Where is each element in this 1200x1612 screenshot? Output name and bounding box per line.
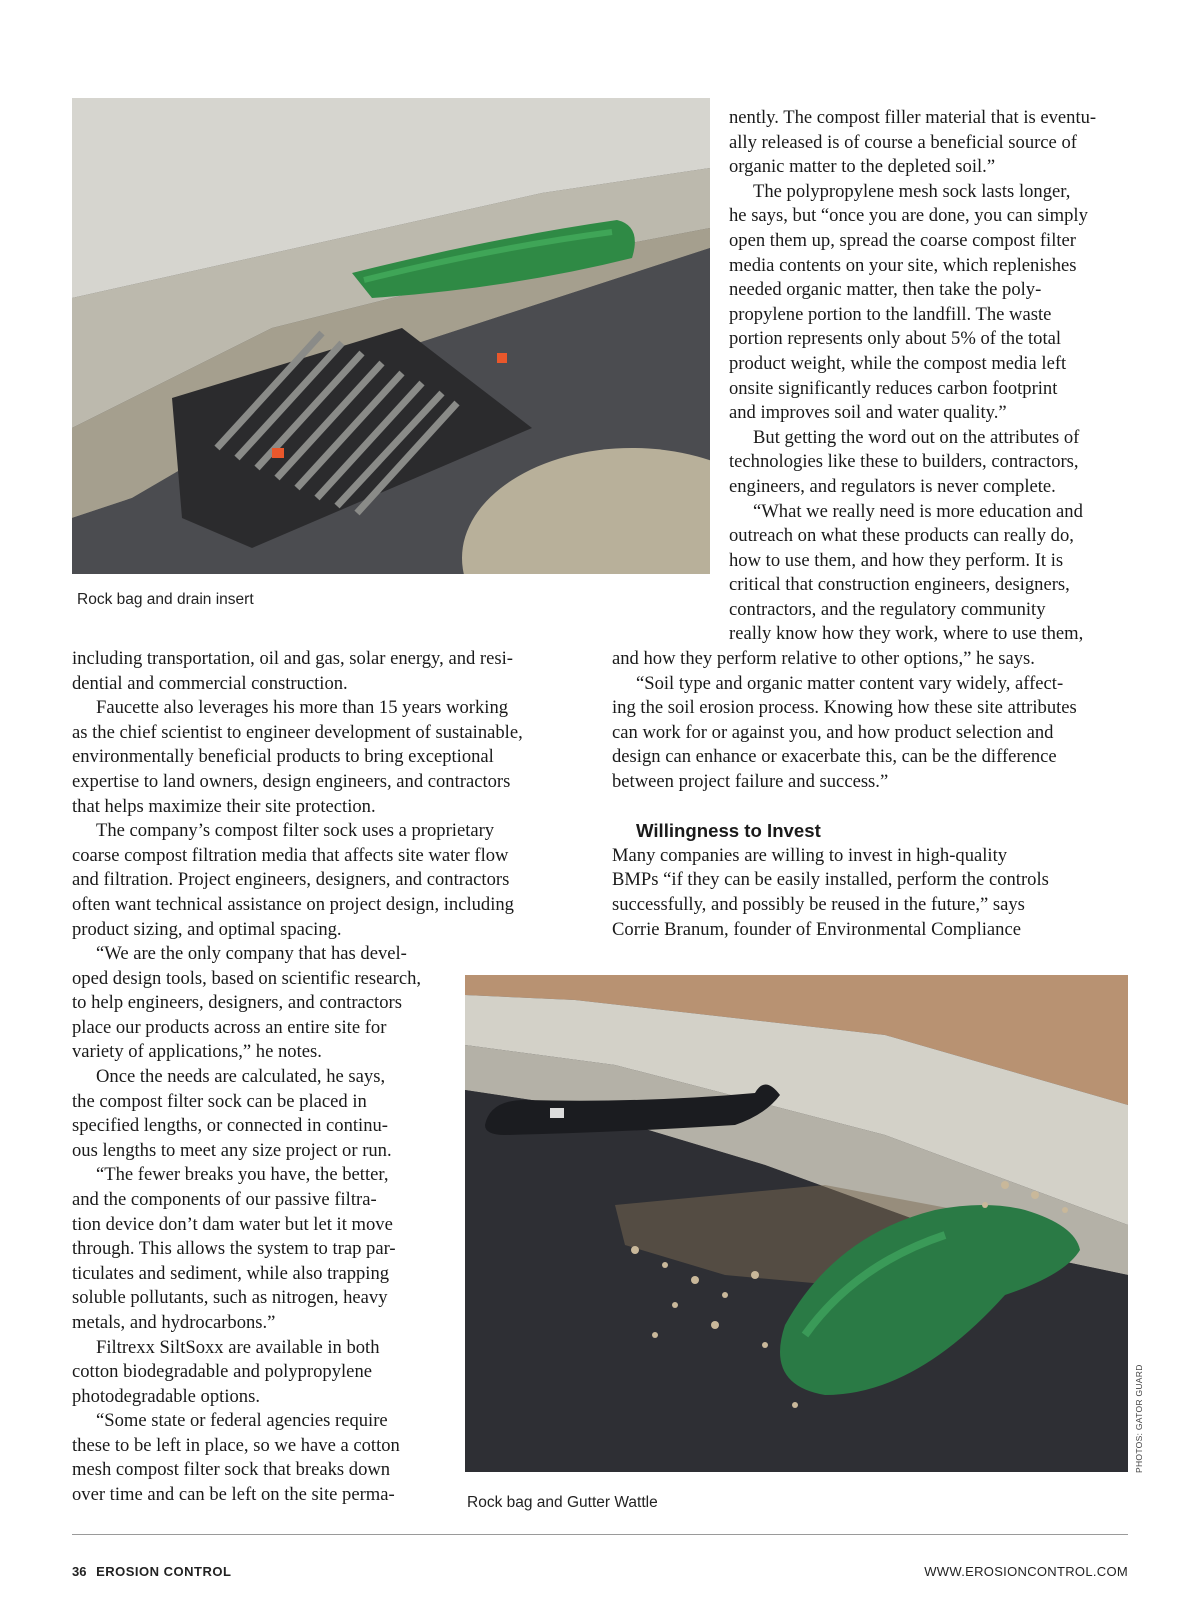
text-line: these to be left in place, so we have a cotton [72,1434,400,1456]
text-line: over time and can be left on the site perma- [72,1484,395,1506]
text-line: that helps maximize their site protection. [72,795,376,817]
text-line: onsite significantly reduces carbon footprint [729,377,1058,399]
text-line: product weight, while the compost media left [729,352,1067,374]
text-line: product sizing, and optimal spacing. [72,918,342,940]
text-line: nently. The compost filler material that is eventu- [729,107,1097,128]
text-line: place our products across an entire site for [72,1016,387,1038]
text-line: variety of applications,” he notes. [72,1041,322,1063]
text-line: Once the needs are calculated, he says, [96,1065,386,1087]
text-line: “We are the only company that has devel- [96,943,407,964]
text-line: The polypropylene mesh sock lasts longer, [753,180,1071,202]
text-line: outreach on what these products can really do, [729,525,1074,547]
left-column-wide [72,647,592,942]
text-line: soluble pollutants, such as nitrogen, heavy [72,1287,388,1309]
text-line: portion represents only about 5% of the total [729,328,1062,350]
text-line: and filtration. Project engineers, designers, and contractors [72,869,510,891]
photo-gutter-wattle [465,975,1128,1472]
text-line: including transportation, oil and gas, solar energy, and resi- [72,648,513,669]
text-line: The company’s compost filter sock uses a proprietary [96,820,495,842]
footer-rule [72,1534,1128,1535]
section-heading: Willingness to Invest [636,820,821,842]
text-line: metals, and hydrocarbons.” [72,1311,276,1333]
text-line: really know how they work, where to use them, [729,623,1084,645]
right-column-top [729,106,1129,647]
text-line: ally released is of course a beneficial source of [729,131,1077,153]
photo-caption-bottom: Rock bag and Gutter Wattle [467,1494,658,1511]
right-column-bottom [612,647,1132,942]
text-line: critical that construction engineers, designers, [729,574,1070,596]
text-line: the compost filter sock can be placed in [72,1090,367,1112]
text-line: oped design tools, based on scientific research, [72,967,422,989]
text-line: Filtrexx SiltSoxx are available in both [96,1336,380,1358]
text-line: Many companies are willing to invest in high-quality [612,844,1008,866]
text-line: dential and commercial construction. [72,672,348,694]
text-line: ticulates and sediment, while also trapping [72,1262,390,1284]
left-column-narrow [72,942,452,1508]
text-line: through. This allows the system to trap par- [72,1238,396,1260]
text-line: photodegradable options. [72,1385,260,1407]
photo-credit: PHOTOS: GATOR GUARD [1134,1364,1144,1473]
text-line: “Some state or federal agencies require [96,1410,388,1432]
text-line: engineers, and regulators is never complete. [729,475,1056,497]
text-line: propylene portion to the landfill. The waste [729,303,1052,325]
text-line: as the chief scientist to engineer development of sustainable, [72,721,523,743]
text-line: and the components of our passive filtra- [72,1188,377,1210]
text-line: ing the soil erosion process. Knowing how these site attributes [612,697,1077,719]
text-line: ous lengths to meet any size project or run. [72,1139,392,1161]
text-line: cotton biodegradable and polypropylene [72,1361,372,1383]
text-line: between project failure and success.” [612,770,889,792]
text-line: media contents on your site, which replenishes [729,254,1077,276]
text-line: “The fewer breaks you have, the better, [96,1164,389,1186]
magazine-name: EROSION CONTROL [96,1564,232,1579]
text-line: and how they perform relative to other options,” he says. [612,648,1035,669]
text-line: organic matter to the depleted soil.” [729,156,996,178]
text-line: and improves soil and water quality.” [729,402,1007,424]
text-line: Faucette also leverages his more than 15 years working [96,697,509,719]
text-line: Corrie Branum, founder of Environmental Compliance [612,918,1021,940]
text-line: to help engineers, designers, and contractors [72,992,402,1014]
text-line: “Soil type and organic matter content vary widely, affect- [636,672,1064,694]
text-line: how to use them, and how they perform. It is [729,549,1064,571]
text-line: can work for or against you, and how product selection and [612,721,1054,743]
text-line: “What we really need is more education and [753,500,1083,522]
text-line: successfully, and possibly be reused in the future,” says [612,893,1025,915]
text-line: technologies like these to builders, contractors, [729,451,1079,473]
text-line: coarse compost filtration media that affects site water flow [72,844,509,866]
text-line: often want technical assistance on project design, including [72,893,514,915]
text-line: contractors, and the regulatory community [729,598,1046,620]
text-line: open them up, spread the coarse compost filter [729,229,1076,251]
text-line: But getting the word out on the attributes of [753,426,1080,448]
text-line: expertise to land owners, design engineers, and contractors [72,770,511,792]
page-number: 36 [72,1564,87,1579]
text-line: environmentally beneficial products to bring exceptional [72,746,494,768]
photo-drain-insert [72,98,710,574]
footer-url: WWW.EROSIONCONTROL.COM [924,1564,1128,1579]
text-line: he says, but “once you are done, you can simply [729,205,1088,227]
footer-left [72,1564,231,1579]
text-line: specified lengths, or connected in continu- [72,1115,388,1137]
text-line: tion device don’t dam water but let it move [72,1213,393,1235]
text-line: BMPs “if they can be easily installed, perform the controls [612,869,1049,891]
text-line: design can enhance or exacerbate this, can be the difference [612,746,1057,768]
text-line: needed organic matter, then take the poly- [729,279,1042,301]
text-line: mesh compost filter sock that breaks down [72,1459,391,1481]
photo-caption-top: Rock bag and drain insert [77,591,254,608]
spacer [612,795,1132,820]
